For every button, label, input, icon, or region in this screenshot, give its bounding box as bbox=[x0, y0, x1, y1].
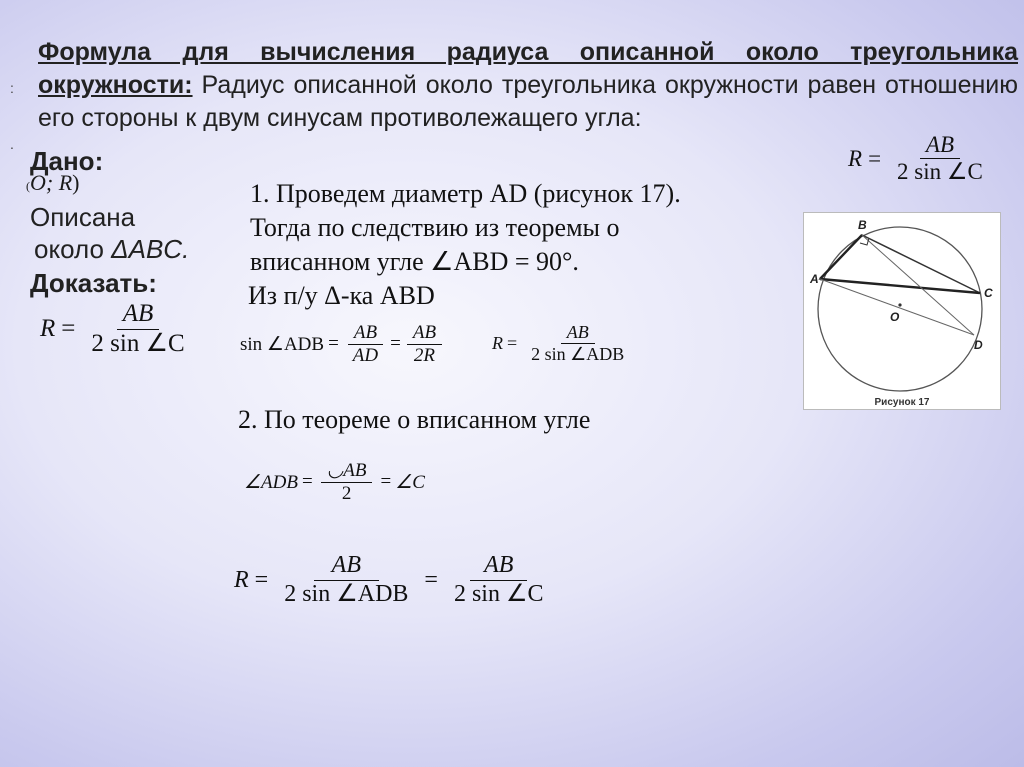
eq-sin-lhs: sin ∠ADB bbox=[240, 333, 325, 355]
heading-paragraph bbox=[38, 36, 1018, 135]
step1-line1: 1. Проведем диаметр AD (рисунок 17). bbox=[250, 179, 681, 208]
eq-angle-lhs: ∠ADB bbox=[244, 471, 298, 493]
prove-label: Доказать: bbox=[30, 268, 157, 298]
right-angle-mark bbox=[860, 238, 869, 245]
diameter-ad bbox=[820, 279, 974, 335]
label-B: B bbox=[858, 218, 867, 232]
bullet-dot: . bbox=[10, 136, 14, 152]
given-circle: (O; R) bbox=[26, 170, 80, 195]
formula-r-adb-small: R = $\frac{AB}{\text{2 sin ∠ADB}}$ bbox=[492, 322, 625, 364]
figure-17 bbox=[803, 212, 1001, 410]
label-O: O bbox=[890, 310, 900, 324]
given-triangle: ΔABC. bbox=[111, 234, 190, 264]
label-A: A bbox=[810, 272, 819, 286]
bullet-colon: : bbox=[10, 80, 14, 96]
center-point bbox=[898, 303, 901, 306]
step1-line2: Тогда по следствию из теоремы о bbox=[250, 213, 620, 242]
eq-angle-arc: ◡AB bbox=[321, 460, 373, 483]
eq-angle-rhs: ∠C bbox=[395, 471, 425, 493]
given-inscribed-line1: Описана bbox=[30, 202, 136, 232]
step1-line3: вписанном угле ∠ABD = 90°. bbox=[250, 247, 579, 276]
equation-angle: ∠ADB = $\frac{◡AB}{2}$ = ∠C bbox=[244, 460, 425, 504]
step1-line4: Из п/у Δ-ка ABD bbox=[248, 281, 435, 310]
circumcircle bbox=[818, 227, 982, 391]
formula-numerator: AB bbox=[920, 132, 960, 159]
eq-sin-AD: AD bbox=[352, 344, 379, 366]
label-C: C bbox=[984, 286, 993, 300]
equation-sin: sin ∠ADB = $\frac{AB}{AD}$ = $\frac{AB}{2R}$ bbox=[240, 322, 446, 367]
heading-title: Формула для вычисления радиуса описанной около треугольника окружности: bbox=[38, 38, 1018, 99]
given-label: Дано: bbox=[30, 146, 104, 176]
heading-text: Радиус описанной около треугольника окружности равен отношению его стороны к двум синусам противолежащего угла: bbox=[38, 71, 1018, 132]
formula-left: R = $\frac{AB}{2 \sin \angle C}$ bbox=[40, 300, 185, 357]
label-D: D bbox=[974, 338, 983, 352]
circle-diagram bbox=[804, 213, 1000, 409]
eq-angle-two: 2 bbox=[341, 482, 352, 504]
formula-denominator: 2 sin ∠C bbox=[897, 159, 983, 185]
formula-eq: = bbox=[868, 145, 882, 171]
formula-final: R = $\frac{AB}{\text{2 sin ∠ADB}}$ = $\frac{AB}{2 \sin \angle C}$ bbox=[234, 552, 544, 607]
formula-R: R bbox=[848, 145, 863, 171]
eq-sin-2R: 2R bbox=[413, 344, 435, 366]
formula-top-right bbox=[848, 132, 993, 186]
triangle-abc bbox=[820, 235, 980, 293]
side-ab bbox=[820, 235, 862, 279]
given-inscribed-line2: около ΔABC. bbox=[34, 234, 190, 264]
figure-caption: Рисунок 17 bbox=[874, 397, 930, 408]
step2-text: 2. По теореме о вписанном угле bbox=[238, 405, 591, 434]
